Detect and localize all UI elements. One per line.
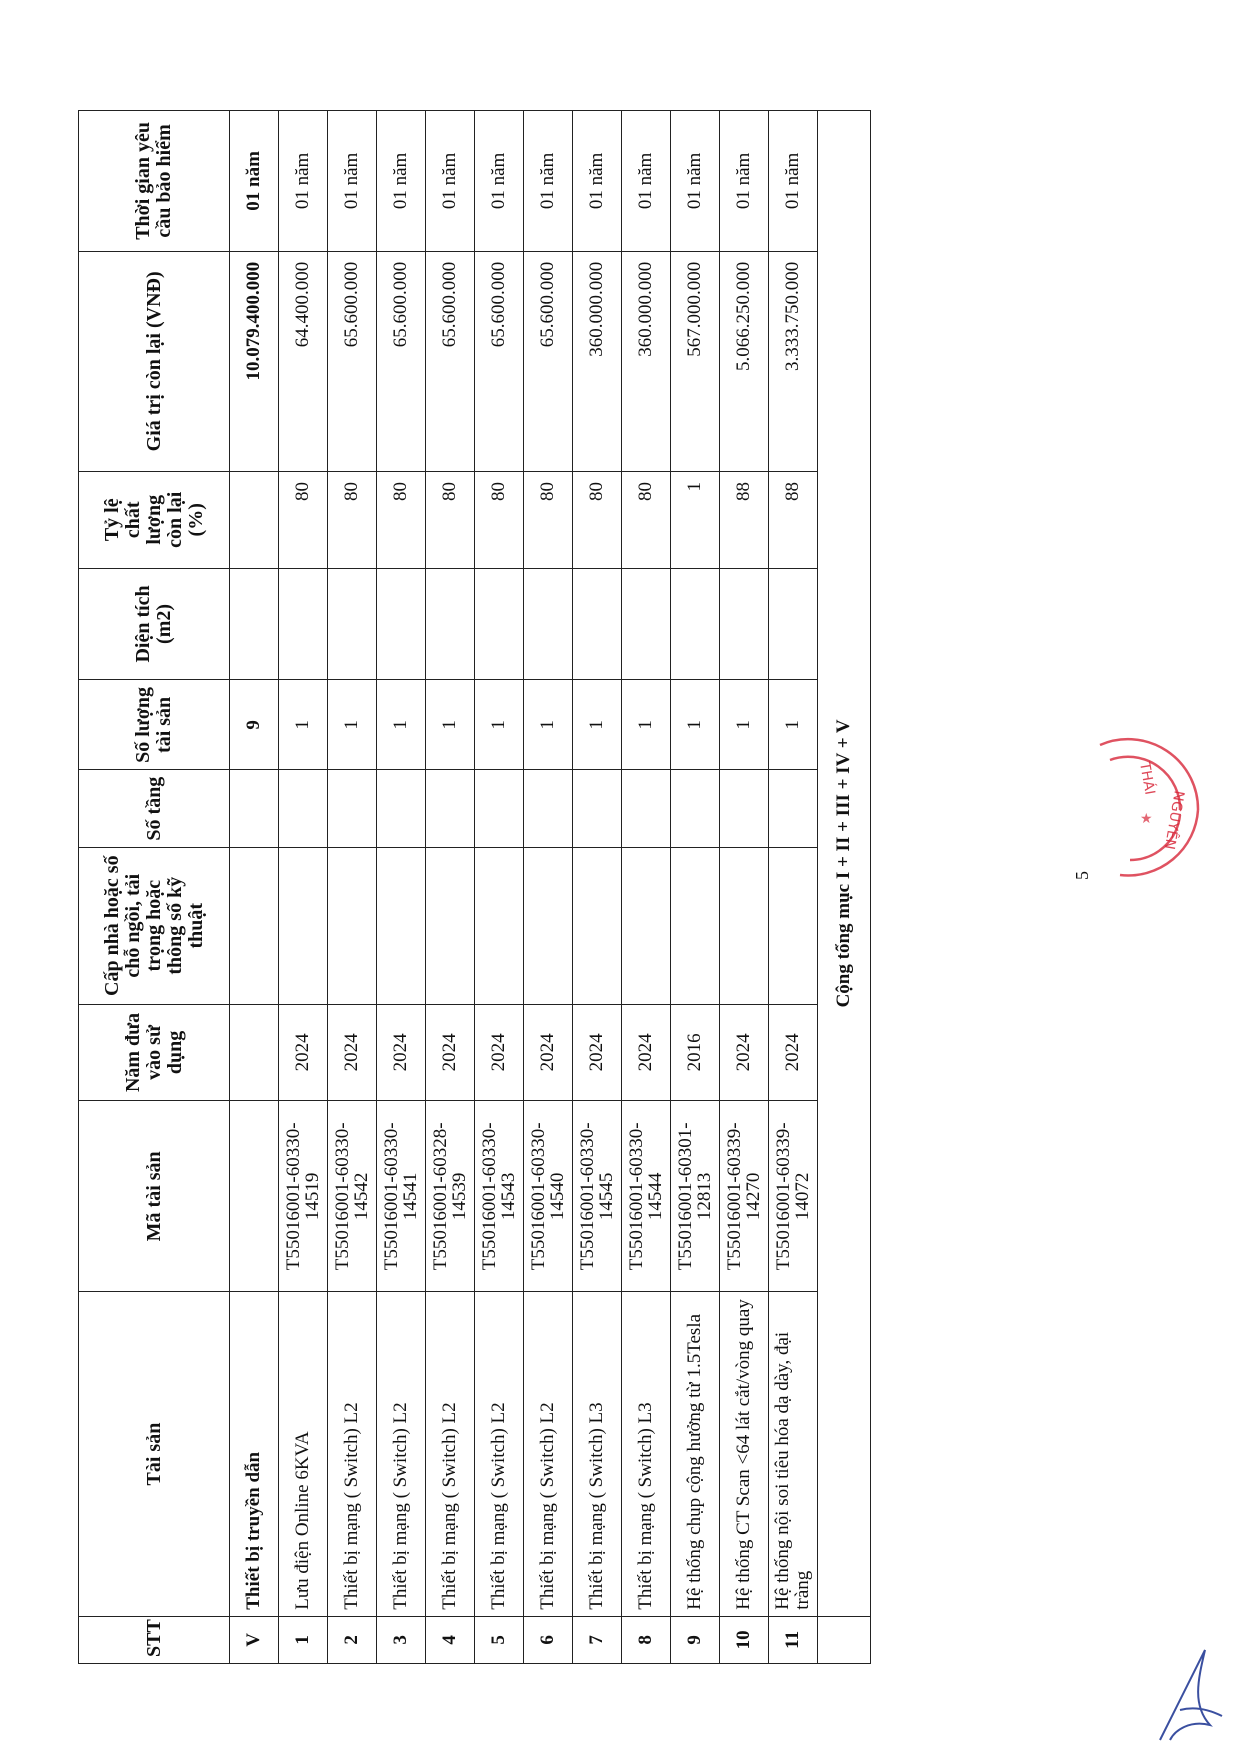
svg-text:★: ★ — [1140, 811, 1153, 827]
cell-area — [622, 568, 671, 680]
cell-stt: 8 — [622, 1616, 671, 1663]
section-row — [230, 111, 279, 1664]
header-quantity: Số lượng tài sản — [79, 680, 230, 770]
cell-stt: 7 — [573, 1616, 622, 1663]
cell-floors — [279, 770, 328, 847]
cell-stt: 11 — [769, 1616, 818, 1663]
table-row — [524, 111, 573, 1664]
cell-quantity: 1 — [426, 680, 475, 770]
cell-grade — [377, 847, 426, 1004]
cell-floors — [475, 770, 524, 847]
cell-year: 2024 — [279, 1004, 328, 1101]
cell-year: 2024 — [377, 1004, 426, 1101]
section-code — [230, 1101, 279, 1292]
section-period: 01 năm — [230, 111, 279, 252]
table-row — [573, 111, 622, 1664]
table-row — [622, 111, 671, 1664]
cell-stt: 9 — [671, 1616, 720, 1663]
cell-value: 65.600.000 — [328, 251, 377, 471]
cell-value: 567.000.000 — [671, 251, 720, 471]
cell-grade — [573, 847, 622, 1004]
table-row — [671, 111, 720, 1664]
cell-year: 2024 — [475, 1004, 524, 1101]
cell-year: 2016 — [671, 1004, 720, 1101]
svg-text:NGUYÊN: NGUYÊN — [1160, 789, 1187, 851]
cell-quantity: 1 — [328, 680, 377, 770]
total-row — [818, 111, 871, 1664]
cell-quality: 80 — [573, 471, 622, 568]
cell-value: 360.000.000 — [573, 251, 622, 471]
cell-floors — [426, 770, 475, 847]
cell-code: T55016001-60330-14545 — [573, 1101, 622, 1292]
section-stt: V — [230, 1616, 279, 1663]
cell-year: 2024 — [328, 1004, 377, 1101]
cell-asset: Thiết bị mạng ( Switch) L2 — [377, 1292, 426, 1616]
cell-floors — [573, 770, 622, 847]
cell-period: 01 năm — [720, 111, 769, 252]
cell-floors — [328, 770, 377, 847]
cell-quality: 80 — [279, 471, 328, 568]
section-quantity: 9 — [230, 680, 279, 770]
cell-year: 2024 — [720, 1004, 769, 1101]
cell-code: T55016001-60330-14542 — [328, 1101, 377, 1292]
cell-value: 3.333.750.000 — [769, 251, 818, 471]
cell-period: 01 năm — [377, 111, 426, 252]
cell-grade — [720, 847, 769, 1004]
total-stt — [818, 1616, 871, 1663]
cell-year: 2024 — [622, 1004, 671, 1101]
table-row — [279, 111, 328, 1664]
cell-year: 2024 — [573, 1004, 622, 1101]
cell-stt: 2 — [328, 1616, 377, 1663]
cell-area — [573, 568, 622, 680]
cell-quantity: 1 — [377, 680, 426, 770]
table-row — [720, 111, 769, 1664]
cell-code: T55016001-60330-14544 — [622, 1101, 671, 1292]
cell-code: T55016001-60330-14519 — [279, 1101, 328, 1292]
cell-asset: Thiết bị mạng ( Switch) L2 — [328, 1292, 377, 1616]
section-year — [230, 1004, 279, 1101]
cell-quantity: 1 — [769, 680, 818, 770]
header-grade: Cấp nhà hoặc số chỗ ngồi, tải trọng hoặc thông số kỹ thuật — [79, 847, 230, 1004]
table-row — [769, 111, 818, 1664]
table-row — [328, 111, 377, 1664]
cell-asset: Hệ thống CT Scan <64 lát cắt/vòng quay — [720, 1292, 769, 1616]
header-code: Mã tài sản — [79, 1101, 230, 1292]
cell-area — [475, 568, 524, 680]
cell-period: 01 năm — [671, 111, 720, 252]
header-value: Giá trị còn lại (VNĐ) — [79, 251, 230, 471]
cell-quality: 88 — [769, 471, 818, 568]
section-area — [230, 568, 279, 680]
cell-period: 01 năm — [328, 111, 377, 252]
header-stt: STT — [79, 1616, 230, 1663]
asset-table — [78, 110, 871, 1664]
cell-area — [769, 568, 818, 680]
table-header-row — [79, 111, 230, 1664]
cell-asset: Thiết bị mạng ( Switch) L2 — [426, 1292, 475, 1616]
header-floors: Số tầng — [79, 770, 230, 847]
cell-area — [328, 568, 377, 680]
cell-code: T55016001-60330-14540 — [524, 1101, 573, 1292]
cell-grade — [524, 847, 573, 1004]
cell-grade — [426, 847, 475, 1004]
cell-period: 01 năm — [426, 111, 475, 252]
table-row — [377, 111, 426, 1664]
cell-grade — [769, 847, 818, 1004]
cell-asset: Thiết bị mạng ( Switch) L3 — [622, 1292, 671, 1616]
cell-stt: 5 — [475, 1616, 524, 1663]
cell-code: T55016001-60330-14543 — [475, 1101, 524, 1292]
cell-quantity: 1 — [573, 680, 622, 770]
cell-stt: 1 — [279, 1616, 328, 1663]
cell-quality: 80 — [426, 471, 475, 568]
cell-stt: 10 — [720, 1616, 769, 1663]
header-area: Diện tích (m2) — [79, 568, 230, 680]
cell-year: 2024 — [769, 1004, 818, 1101]
cell-grade — [671, 847, 720, 1004]
cell-quantity: 1 — [720, 680, 769, 770]
header-year: Năm đưa vào sử dụng — [79, 1004, 230, 1101]
cell-quality: 80 — [377, 471, 426, 568]
cell-period: 01 năm — [573, 111, 622, 252]
cell-area — [426, 568, 475, 680]
cell-asset: Hệ thống nội soi tiêu hóa dạ dày, đại tràng — [769, 1292, 818, 1616]
section-quality — [230, 471, 279, 568]
cell-value: 65.600.000 — [475, 251, 524, 471]
cell-quantity: 1 — [524, 680, 573, 770]
table-row — [426, 111, 475, 1664]
cell-value: 64.400.000 — [279, 251, 328, 471]
cell-floors — [671, 770, 720, 847]
cell-period: 01 năm — [279, 111, 328, 252]
cell-quality: 88 — [720, 471, 769, 568]
section-asset: Thiết bị truyền dẫn — [230, 1292, 279, 1616]
cell-asset: Thiết bị mạng ( Switch) L2 — [524, 1292, 573, 1616]
cell-quality: 80 — [475, 471, 524, 568]
cell-floors — [769, 770, 818, 847]
cell-asset: Thiết bị mạng ( Switch) L2 — [475, 1292, 524, 1616]
page-number: 5 — [1072, 871, 1092, 880]
signature-mark — [1150, 1640, 1230, 1750]
cell-quality: 1 — [671, 471, 720, 568]
cell-asset: Lưu điện Online 6KVA — [279, 1292, 328, 1616]
svg-text:THÁI: THÁI — [1136, 760, 1158, 796]
cell-area — [377, 568, 426, 680]
total-label: Cộng tổng mục I + II + III + IV + V — [818, 111, 871, 1617]
section-value: 10.079.400.000 — [230, 251, 279, 471]
cell-stt: 4 — [426, 1616, 475, 1663]
cell-quality: 80 — [622, 471, 671, 568]
cell-area — [524, 568, 573, 680]
cell-value: 65.600.000 — [524, 251, 573, 471]
cell-value: 360.000.000 — [622, 251, 671, 471]
header-period: Thời gian yêu cầu bảo hiểm — [79, 111, 230, 252]
cell-asset: Hệ thống chụp cộng hưởng từ 1.5Tesla — [671, 1292, 720, 1616]
cell-area — [671, 568, 720, 680]
cell-value: 65.600.000 — [426, 251, 475, 471]
cell-code: T55016001-60328-14539 — [426, 1101, 475, 1292]
cell-floors — [622, 770, 671, 847]
cell-quantity: 1 — [279, 680, 328, 770]
cell-asset: Thiết bị mạng ( Switch) L3 — [573, 1292, 622, 1616]
cell-area — [720, 568, 769, 680]
cell-area — [279, 568, 328, 680]
cell-floors — [377, 770, 426, 847]
header-asset: Tài sản — [79, 1292, 230, 1616]
cell-grade — [622, 847, 671, 1004]
red-seal-stamp — [1080, 735, 1210, 885]
cell-stt: 6 — [524, 1616, 573, 1663]
cell-quantity: 1 — [475, 680, 524, 770]
cell-quality: 80 — [524, 471, 573, 568]
cell-stt: 3 — [377, 1616, 426, 1663]
table-row — [475, 111, 524, 1664]
cell-grade — [475, 847, 524, 1004]
cell-period: 01 năm — [769, 111, 818, 252]
cell-quantity: 1 — [671, 680, 720, 770]
cell-period: 01 năm — [622, 111, 671, 252]
cell-year: 2024 — [426, 1004, 475, 1101]
cell-code: T55016001-60339-14072 — [769, 1101, 818, 1292]
section-floors — [230, 770, 279, 847]
cell-period: 01 năm — [475, 111, 524, 252]
cell-floors — [720, 770, 769, 847]
cell-code: T55016001-60301-12813 — [671, 1101, 720, 1292]
cell-grade — [328, 847, 377, 1004]
cell-code: T55016001-60339-14270 — [720, 1101, 769, 1292]
header-quality: Tỷ lệ chất lượng còn lại (%) — [79, 471, 230, 568]
cell-year: 2024 — [524, 1004, 573, 1101]
rotated-table-container — [78, 110, 926, 1664]
cell-floors — [524, 770, 573, 847]
cell-grade — [279, 847, 328, 1004]
cell-quality: 80 — [328, 471, 377, 568]
cell-value: 65.600.000 — [377, 251, 426, 471]
cell-code: T55016001-60330-14541 — [377, 1101, 426, 1292]
cell-period: 01 năm — [524, 111, 573, 252]
section-grade — [230, 847, 279, 1004]
cell-quantity: 1 — [622, 680, 671, 770]
cell-value: 5.066.250.000 — [720, 251, 769, 471]
